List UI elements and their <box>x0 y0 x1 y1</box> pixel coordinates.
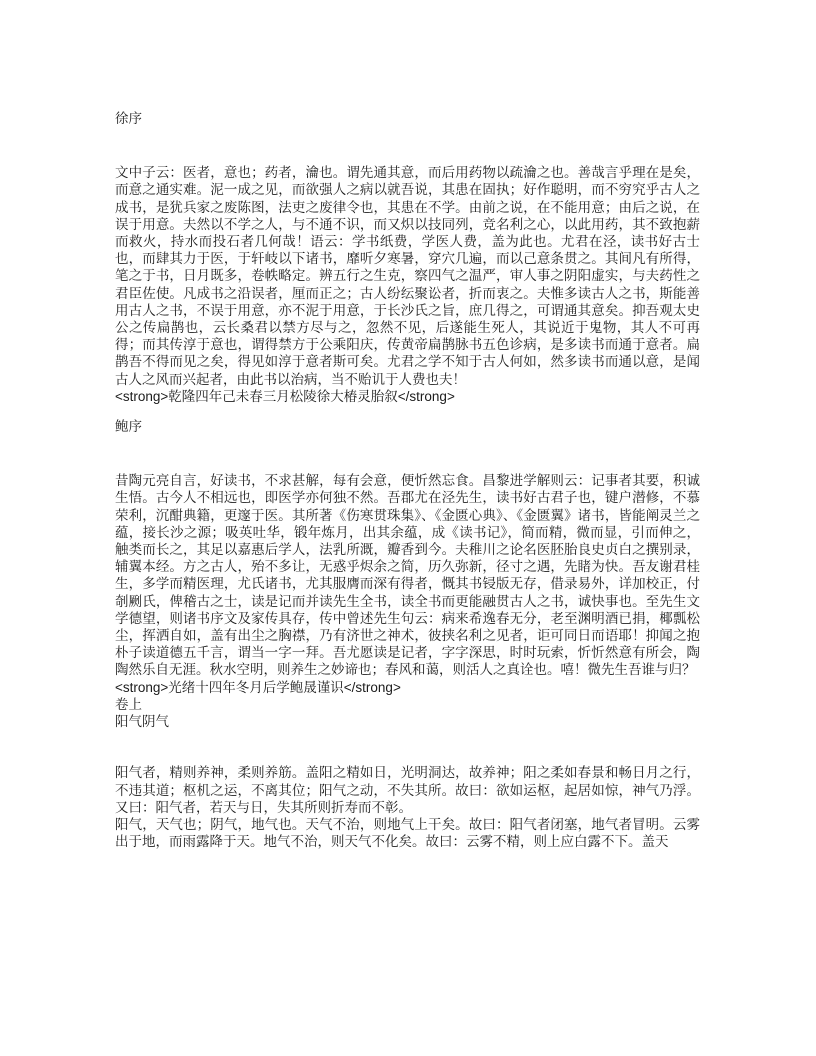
bao-preface-heading: 鲍序 <box>115 419 142 435</box>
xu-preface-body: 文中子云：医者，意也；药者，瀹也。谓先通其意，而后用药物以疏瀹之也。善哉言乎理在是矣，而意之通实难。泥一成之见，而欲强人之病以就吾说，其患在固执；好作聪明，而不穷究乎古人之成书，是犹兵家之废陈图，法吏之废律令也，其患在不学。由前之说，在不能用意；由后之说，在误于用意。夫然以不学之人，与不通不识，而又炽以技同列，竞名利之心，以此用药，其不致抱薪而救火，持水而投石者几何哉！语云：学书纸费，学医人费，盖为此也。尤君在泾，读书好古士也，而肆其力于医，于轩岐以下诸书，靡听夕寒暑，穿穴几遍，而以己意条贯之。其间凡有所得，笔之于书，日月既多，卷帙略定。辨五行之生克，察四气之温严，审人事之阴阳虚实，与夫药性之君臣佐使。凡成书之沿误者，厘而正之；古人纷纭聚讼者，折而衷之。夫惟多读古人之书，斯能善用古人之书，不误于用意，亦不泥于用意，于长沙氏之旨，庶几得之，可谓通其意矣。抑吾观太史公之传扁鹊也，云长桑君以禁方尽与之，忽然不见，后遂能生死人，其说近于鬼物，其人不可再得；而其传淳于意也，谓得禁方于公乘阳庆，传黄帝扁鹊脉书五色诊病，是多读书而通于意者。扁鹊吾不得而见之矣，得见如淳于意者斯可矣。尤君之学不知于古人何如，然多读书而通以意，是闻古人之风而兴起者，由此书以治病，当不贻讥于人费也夫！ <box>115 165 700 387</box>
chapter-paragraph: 阳气者，精则养神，柔则养筋。盖阳之精如日，光明洞达，故养神；阳之柔如春景和畅日月之行，不违其道；枢机之运，不离其位；阳气之动，不失其所。故曰：欲如运枢，起居如惊，神气乃浮。又曰：阳气者，若天与日，失其所则折寿而不彰。 <box>115 765 700 815</box>
chapter-paragraph: 阳气，天气也；阴气，地气也。天气不治，则地气上干矣。故曰：阳气者闭塞，地气者冒明。云雾出于地，而雨露降于天。地气不治，则天气不化矣。故曰：云雾不精，则上应白露不下。盖天 <box>115 816 700 850</box>
bao-preface-body: 昔陶元亮自言，好读书，不求甚解，每有会意，便忻然忘食。昌黎进学解则云：记事者其要，积诚生悟。古今人不相远也，即医学亦何独不然。吾郡尤在泾先生，读书好古君子也，键户潜修，不慕荣利，沉酣典籍，更邃于医。其所著《伤寒贯珠集》、《金匮心典》、《金匮翼》诸书，皆能阐灵兰之蕴，接长沙之源；吸英吐华，锻年炼月，出其余蕴，成《读书记》，简而精，微而显，引而伸之，触类而长之，其足以嘉惠后学人，法乳所溉，瓣香到今。夫稚川之论名医胚胎良史贞白之撰别录，辅翼本经。方之古人，殆不多让，无惑乎烬余之简，历久弥新，径寸之遇，先睹为快。吾友谢君桂生，多学而精医理，尤氏诸书，尤其服膺而深有得者，慨其书锓版无存，借录易外，详加校正，付剞劂氏，俾稽古之士，读是记而并读先生全书，读全书而更能融贯古人之书，诚快事也。至先生文学德望，则诸书序文及家传具存，传中曾述先生句云：病来希逸春无分，老至渊明酒已捐，椰瓢松尘，挥洒自如，盖有出尘之胸襟，乃有济世之神术，彼挟名利之见者，讵可同日而语耶！抑闻之抱朴子读道德五千言，谓当一字一拜。吾尤愿读是记者，字字深思，时时玩索，忻忻然意有所会，陶陶然乐自无涯。秋水空明，则养生之妙谛也；春风和蔼，则活人之真诠也。嘻！微先生吾谁与归？ <box>115 473 700 678</box>
xu-preface-signature: <strong>乾隆四年己未春三月松陵徐大椿灵胎叙</strong> <box>115 388 455 404</box>
xu-preface-heading: 徐序 <box>115 111 142 126</box>
bao-preface-signature: <strong>光绪十四年冬月后学鲍晟谨识</strong> <box>115 679 401 695</box>
chapter-title: 阳气阴气 <box>115 714 169 730</box>
volume-heading: 卷上 <box>115 696 142 712</box>
